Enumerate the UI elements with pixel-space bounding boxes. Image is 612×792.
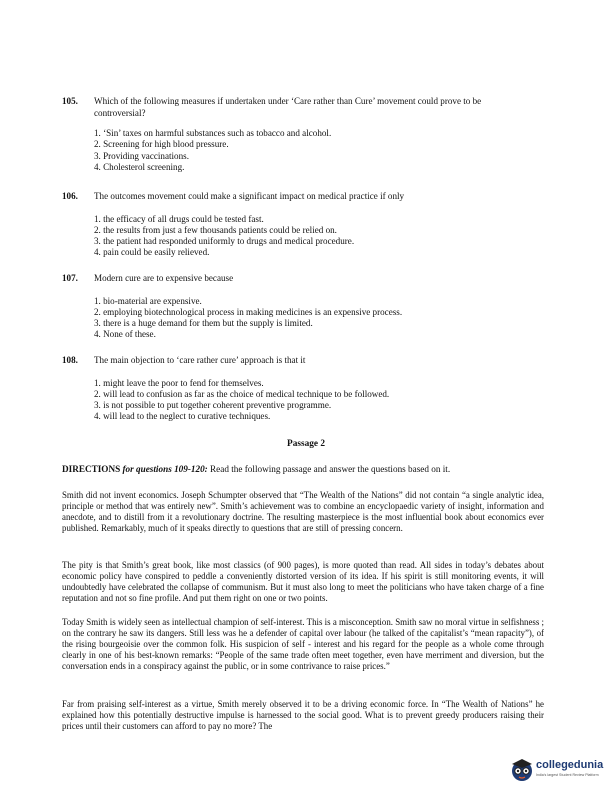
option: 4. pain could be easily relieved. <box>94 247 210 258</box>
option: 3. is not possible to put together coherent preventive programme. <box>94 400 332 411</box>
option: 1. ‘Sin’ taxes on harmful substances such as tobacco and alcohol. <box>94 128 332 139</box>
student-mascot-icon <box>509 756 535 784</box>
directions-label: DIRECTIONS <box>62 464 121 474</box>
option-list <box>94 214 532 259</box>
question-108 <box>62 355 532 423</box>
question-106 <box>62 191 532 259</box>
option: 4. Cholesterol screening. <box>94 162 185 173</box>
question-number: 107. <box>62 273 78 283</box>
option: 2. Screening for high blood pressure. <box>94 139 229 150</box>
option: 3. Providing vaccinations. <box>94 150 189 161</box>
passage-paragraph: Today Smith is widely seen as intellectual champion of self-interest. This is a misconception. Smith saw no moral virtue in selfishness ; on the contrary he saw its dangers. Still less was he a defender of capital over labour (he talked of the capitalist’s “mean rapacity”), of the rising bourgeoisie over the common folk. His suspicion of self - interest and his regard for the people as a whole come through clearly in one of his best-known remarks: “People of the same trade often meet together, even have merriment and diversion, but the conversation ends in a conspiracy against the public, or in some contrivance to raise prices.” <box>62 617 544 672</box>
option-list <box>94 128 532 173</box>
option: 2. the results from just a few thousands patients could be relied on. <box>94 224 337 235</box>
passage-title: Passage 2 <box>287 439 325 449</box>
option-list <box>94 378 532 423</box>
option: 1. the efficacy of all drugs could be tested fast. <box>94 213 264 224</box>
option-list <box>94 296 532 341</box>
question-stem: The main objection to ‘care rather cure’ approach is that it <box>94 355 306 365</box>
collegedunia-logo <box>509 756 604 784</box>
question-107 <box>62 273 532 341</box>
option: 1. bio-material are expensive. <box>94 295 202 306</box>
question-number: 106. <box>62 191 78 201</box>
question-105 <box>62 96 532 173</box>
question-number: 105. <box>62 96 78 106</box>
passage-paragraph: The pity is that Smith’s great book, like most classics (of 900 pages), is more quoted than read. All sides in today’s debates about economic policy have conspired to peddle a conveniently distorted version of its idea. If his spirit is still monitoring events, it will undoubtedly have celebrated the collapse of communism. But it must also long to meet the politicians who have taken charge of a fine reputation and not so fine profile. And put them right on one or two points. <box>62 560 544 604</box>
option: 2. will lead to confusion as far as the choice of medical technique to be followed. <box>94 388 390 399</box>
passage-paragraph: Smith did not invent economics. Joseph Schumpter observed that “The Wealth of the Nations” did not contain “a single analytic idea, principle or method that was entirely new”. Smith’s achievement was to combine an encyclopaedic variety of insight, information and anecdote, and to distill from it a revolutionary doctrine. The resulting masterpiece is the most influential book about economics ever published. Remarkably, much of it speaks directly to questions that are still of pressing concern. <box>62 490 544 534</box>
brand-tagline: India's largest Student Review Platform <box>536 773 599 777</box>
passage-paragraph: Far from praising self-interest as a virtue, Smith merely observed it to be a driving economic force. In “The Wealth of Nations” he explained how this potentially destructive impulse is harnessed to the social good. What is to prevent greedy producers raising their prices until their customers can afford to pay no more? The <box>62 699 544 732</box>
question-stem: Modern cure are to expensive because <box>94 273 234 283</box>
question-stem: Which of the following measures if undertaken under ‘Care rather than Cure’ movement could prove to be controversial? <box>94 96 482 118</box>
option: 3. there is a huge demand for them but the supply is limited. <box>94 318 313 329</box>
option: 4. None of these. <box>94 329 156 340</box>
option: 2. employing biotechnological process in making medicines is an expensive process. <box>94 306 403 317</box>
directions-text: Read the following passage and answer the questions based on it. <box>207 464 451 474</box>
directions-range: for questions 109-120: <box>122 464 208 474</box>
brand-name: collegedunia <box>536 759 604 771</box>
option: 1. might leave the poor to fend for themselves. <box>94 377 264 388</box>
option: 4. will lead to the neglect to curative techniques. <box>94 411 271 422</box>
directions <box>62 464 542 474</box>
option: 3. the patient had responded uniformly to drugs and medical procedure. <box>94 236 355 247</box>
question-stem: The outcomes movement could make a significant impact on medical practice if only <box>94 191 405 201</box>
question-number: 108. <box>62 355 78 365</box>
